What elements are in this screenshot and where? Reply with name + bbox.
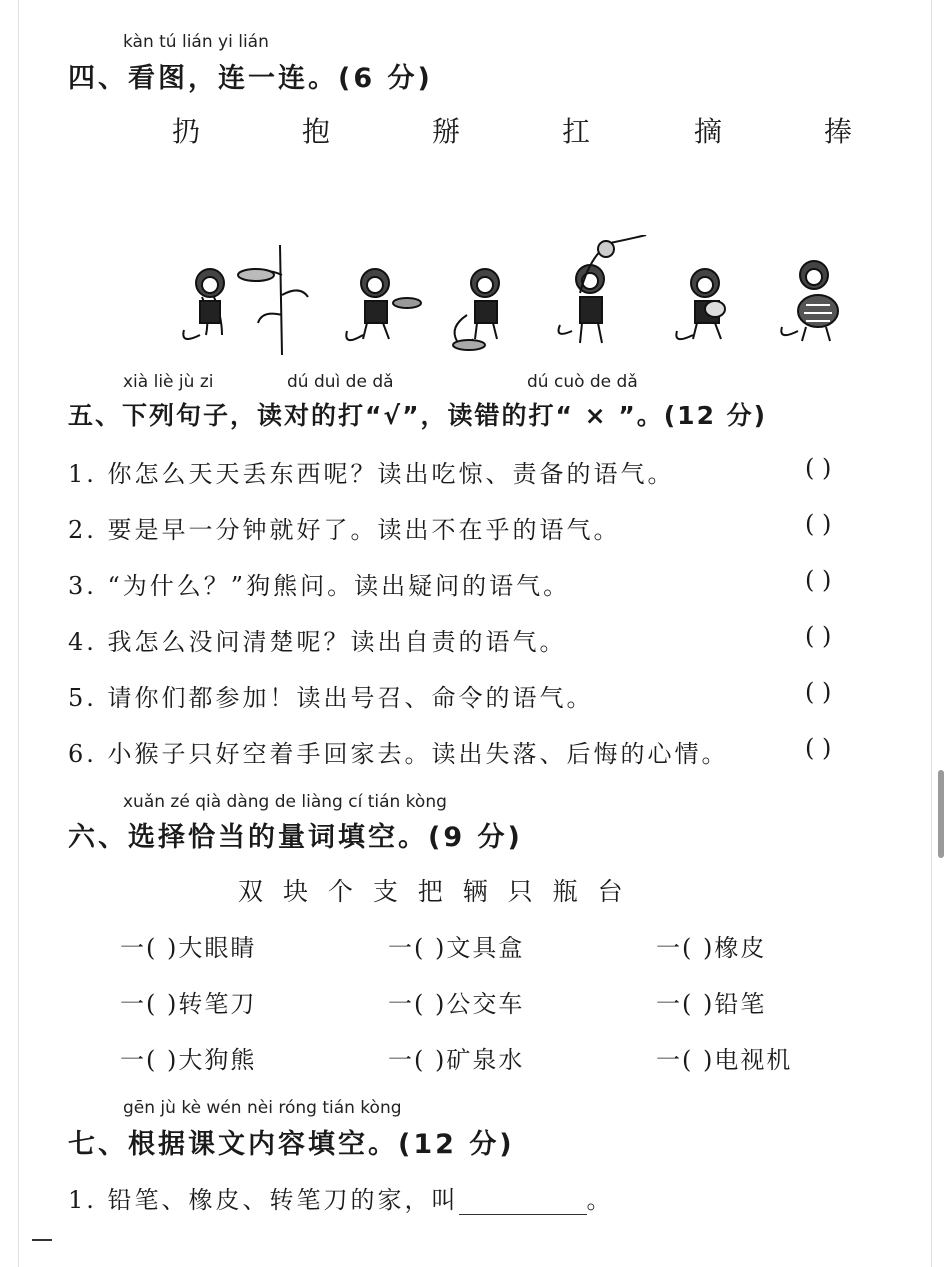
scrollbar-thumb[interactable] [938, 770, 944, 858]
page-left-edge [18, 0, 19, 1267]
answer-box-5[interactable]: ( ) [805, 678, 832, 706]
verb-char-1: 扔 [172, 115, 201, 148]
section7-title: 七、根据课文内容填空。(12 分) [68, 1129, 515, 1160]
monkey-with-corn-icon [183, 245, 308, 355]
answer-box-2[interactable]: ( ) [805, 510, 832, 538]
measure-blank-2[interactable]: 一( )文具盒 [388, 934, 525, 962]
fill-item-1 [68, 1180, 614, 1215]
answer-box-1[interactable]: ( ) [805, 454, 832, 482]
measure-blank-8[interactable]: 一( )矿泉水 [388, 1046, 525, 1074]
sentence-item-3: 3. “为什么？”狗熊问。读出疑问的语气。 [68, 572, 571, 600]
monkey-with-watermelon-icon [781, 261, 838, 341]
measure-blank-3[interactable]: 一( )橡皮 [656, 934, 767, 962]
measure-blank-1[interactable]: 一( )大眼睛 [120, 934, 257, 962]
answer-box-4[interactable]: ( ) [805, 622, 832, 650]
sentence-item-4: 4. 我怎么没问清楚呢？读出自责的语气。 [68, 628, 567, 656]
section7-pinyin: gēn jù kè wén nèi róng tián kòng [123, 1098, 402, 1118]
fill-item-1-prefix: 1. 铅笔、橡皮、转笔刀的家，叫 [68, 1186, 459, 1214]
verb-char-5: 摘 [694, 115, 723, 148]
section5-title: 五、下列句子，读对的打“√”，读错的打“ × ”。(12 分) [68, 401, 768, 430]
page-right-edge [931, 0, 932, 1267]
fill-item-1-blank[interactable] [459, 1190, 587, 1215]
measure-blank-5[interactable]: 一( )公交车 [388, 990, 525, 1018]
sentence-item-5: 5. 请你们都参加！读出号召、命令的语气。 [68, 684, 594, 712]
measure-blank-9[interactable]: 一( )电视机 [656, 1046, 793, 1074]
sentence-item-6: 6. 小猴子只好空着手回家去。读出失落、后悔的心情。 [68, 740, 729, 768]
fill-item-1-suffix: 。 [586, 1186, 614, 1214]
measure-word-bank: 双 块 个 支 把 辆 只 瓶 台 [238, 877, 629, 906]
page-footer-mark [32, 1239, 52, 1241]
section4-title: 四、看图，连一连。(6 分) [68, 63, 433, 94]
section5-pinyin-2: dú duì de dǎ [287, 372, 394, 392]
answer-box-3[interactable]: ( ) [805, 566, 832, 594]
monkey-picking-peach-icon [559, 235, 647, 343]
verb-char-6: 捧 [824, 115, 853, 148]
section5-pinyin-3: dú cuò de dǎ [527, 372, 638, 392]
monkey-carrying-icon [346, 269, 421, 340]
measure-blank-4[interactable]: 一( )转笔刀 [120, 990, 257, 1018]
section4-pinyin: kàn tú lián yi lián [123, 32, 269, 52]
answer-box-6[interactable]: ( ) [805, 734, 832, 762]
monkeys-illustration [170, 235, 870, 365]
section6-title: 六、选择恰当的量词填空。(9 分) [68, 822, 523, 853]
section5-pinyin-1: xià liè jù zi [123, 372, 214, 392]
measure-blank-6[interactable]: 一( )铅笔 [656, 990, 767, 1018]
monkey-dropped-corn-icon [453, 269, 499, 350]
verb-char-4: 扛 [562, 115, 591, 148]
monkey-holding-icon [676, 269, 725, 339]
verb-char-2: 抱 [302, 115, 331, 148]
sentence-item-1: 1. 你怎么天天丢东西呢？读出吃惊、责备的语气。 [68, 460, 675, 488]
sentence-item-2: 2. 要是早一分钟就好了。读出不在乎的语气。 [68, 516, 621, 544]
verb-char-3: 掰 [432, 115, 461, 148]
measure-blank-7[interactable]: 一( )大狗熊 [120, 1046, 257, 1074]
section6-pinyin: xuǎn zé qià dàng de liàng cí tián kòng [123, 792, 447, 812]
